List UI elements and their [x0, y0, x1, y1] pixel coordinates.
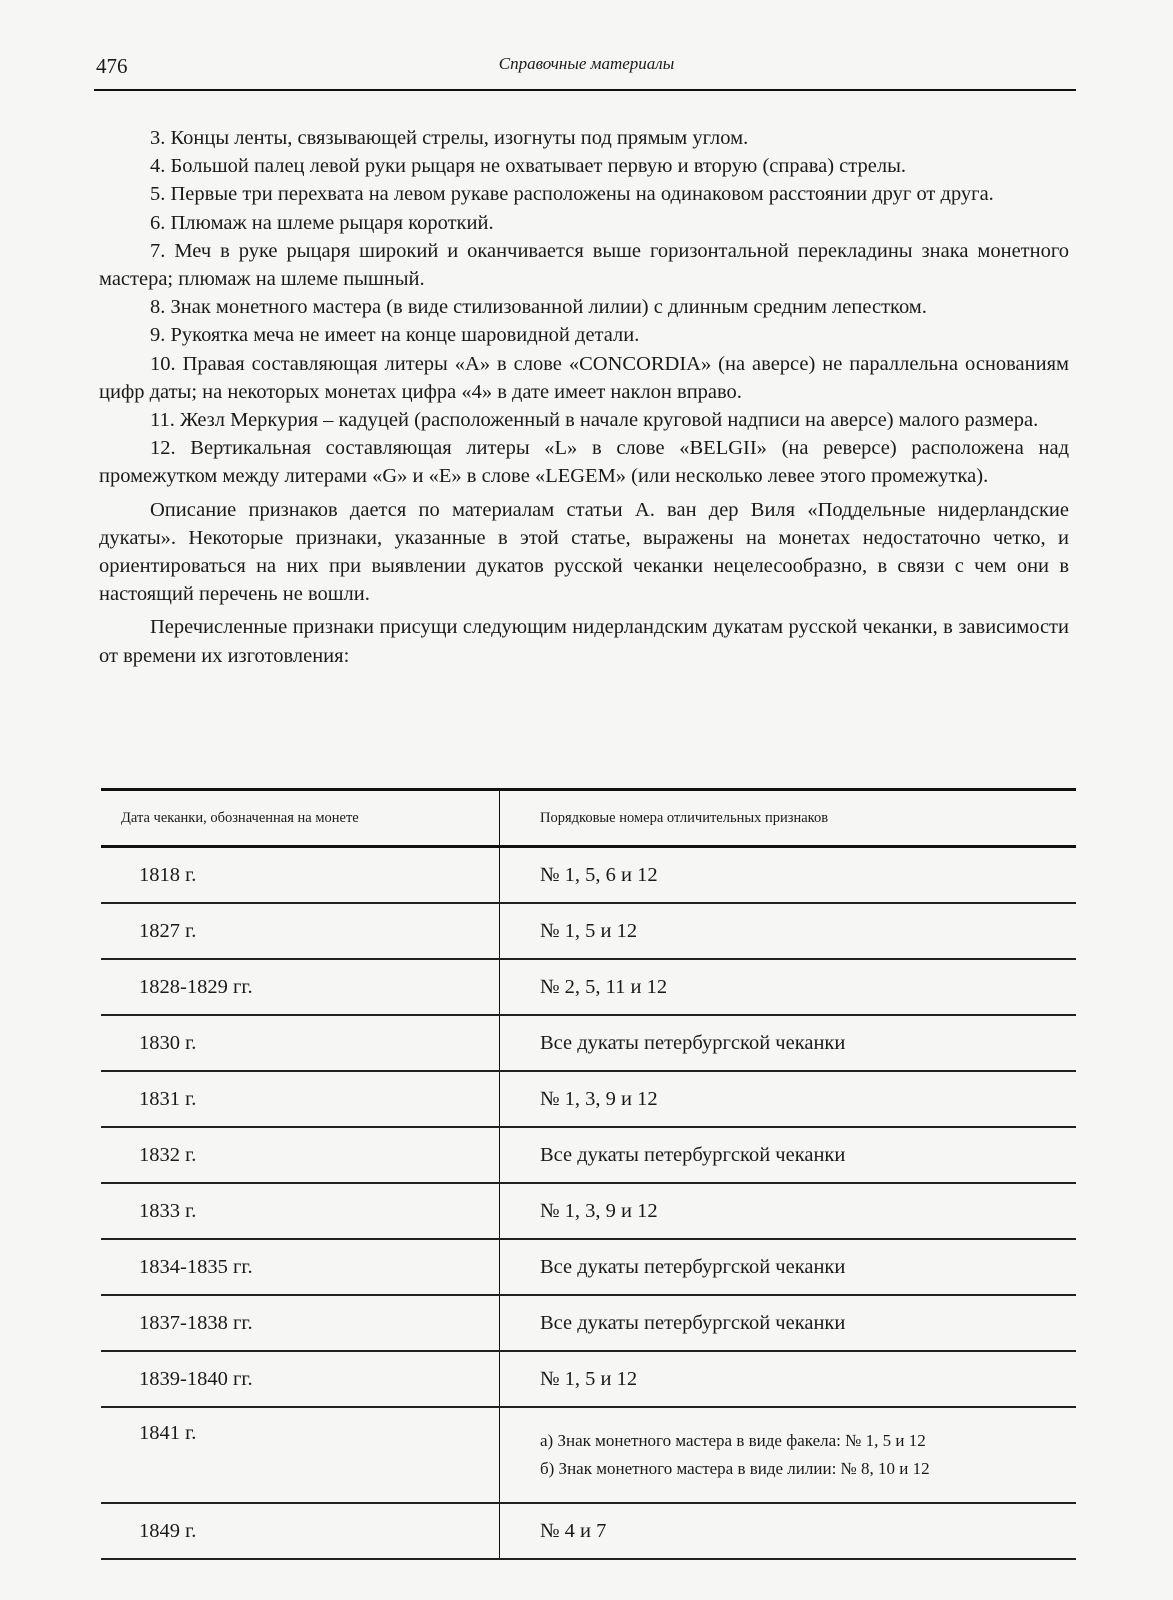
table-row — [101, 847, 1076, 904]
table-row — [101, 1407, 1076, 1503]
date-cell: 1830 г. — [101, 1015, 500, 1071]
table-row — [101, 1239, 1076, 1295]
page-number: 476 — [96, 54, 128, 78]
features-table — [101, 788, 1076, 1560]
date-cell: 1827 г. — [101, 903, 500, 959]
date-cell: 1833 г. — [101, 1183, 500, 1239]
date-cell: 1849 г. — [101, 1503, 500, 1559]
features-variant-a: а) Знак монетного мастера в виде факела: № 1, 5 и 12 — [540, 1431, 926, 1450]
date-cell: 1818 г. — [101, 847, 500, 904]
features-cell — [500, 1407, 1077, 1503]
features-cell: Все дукаты петербургской чеканки — [500, 1015, 1077, 1071]
table-row — [101, 1015, 1076, 1071]
feature-12: 12. Вертикальная составляющая литеры «L» в слове «BELGII» (на реверсе) расположена над промежутком между литерами «G» и «E» в слове «LEGEM» (или несколько левее этого промежутка). — [99, 437, 1069, 488]
date-cell: 1839-1840 гг. — [101, 1351, 500, 1407]
feature-4: 4. Большой палец левой руки рыцаря не охватывает первую и вторую (справа) стрелы. — [150, 155, 906, 178]
date-cell: 1832 г. — [101, 1127, 500, 1183]
column-header-features: Порядковые номера отличительных признаков — [500, 790, 1077, 847]
feature-8: 8. Знак монетного мастера (в виде стилизованной лилии) с длинным средним лепестком. — [150, 296, 927, 319]
table-row — [101, 959, 1076, 1015]
features-cell: Все дукаты петербургской чеканки — [500, 1239, 1077, 1295]
table-row — [101, 1127, 1076, 1183]
features-variant-b: б) Знак монетного мастера в виде лилии: № 8, 10 и 12 — [540, 1459, 930, 1478]
source-note: Описание признаков дается по материалам статьи А. ван дер Виля «Поддельные нидерландские дукаты». Некоторые признаки, указанные в этой статье, выражены на монетах недостаточно четко, и ориентироваться на них при выявлении дукатов русской чеканки нецелесообразно, в связи с чем они в настоящий перечень не вошли. — [99, 498, 1069, 606]
date-cell: 1831 г. — [101, 1071, 500, 1127]
table-row — [101, 1295, 1076, 1351]
features-cell: № 2, 5, 11 и 12 — [500, 959, 1077, 1015]
table-row — [101, 1071, 1076, 1127]
features-cell: № 1, 5, 6 и 12 — [500, 847, 1077, 904]
date-cell: 1834-1835 гг. — [101, 1239, 500, 1295]
table-row — [101, 1503, 1076, 1559]
column-header-date: Дата чеканки, обозначенная на монете — [101, 790, 500, 847]
table-row — [101, 903, 1076, 959]
feature-9: 9. Рукоятка меча не имеет на конце шаровидной детали. — [150, 324, 640, 347]
features-cell: № 1, 3, 9 и 12 — [500, 1071, 1077, 1127]
features-cell: Все дукаты петербургской чеканки — [500, 1295, 1077, 1351]
header-rule — [94, 89, 1076, 91]
date-cell: 1828-1829 гг. — [101, 959, 500, 1015]
table-row — [101, 1183, 1076, 1239]
features-cell: № 1, 5 и 12 — [500, 1351, 1077, 1407]
table-header-row — [101, 790, 1076, 847]
body-text — [99, 124, 1069, 670]
feature-3: 3. Концы ленты, связывающей стрелы, изогнуты под прямым углом. — [150, 127, 749, 149]
features-cell: № 1, 5 и 12 — [500, 903, 1077, 959]
features-cell: № 4 и 7 — [500, 1503, 1077, 1559]
feature-5: 5. Первые три перехвата на левом рукаве расположены на одинаковом расстоянии друг от друга. — [150, 183, 994, 206]
table-intro: Перечисленные признаки присущи следующим нидерландским дукатам русской чеканки, в зависимости от времени их изготовления: — [99, 616, 1069, 667]
feature-10: 10. Правая составляющая литеры «А» в слове «CONCORDIA» (на аверсе) не параллельна основаниям цифр даты; на некоторых монетах цифра «4» в дате имеет наклон вправо. — [99, 352, 1069, 403]
feature-7: 7. Меч в руке рыцаря широкий и оканчивается выше горизонтальной перекладины знака монетного мастера; плюмаж на шлеме пышный. — [99, 239, 1069, 291]
feature-6: 6. Плюмаж на шлеме рыцаря короткий. — [150, 211, 494, 234]
table-row — [101, 1351, 1076, 1407]
features-cell: Все дукаты петербургской чеканки — [500, 1127, 1077, 1183]
running-head: Справочные материалы — [498, 54, 675, 73]
date-cell: 1841 г. — [101, 1407, 500, 1503]
features-cell: № 1, 3, 9 и 12 — [500, 1183, 1077, 1239]
date-cell: 1837-1838 гг. — [101, 1295, 500, 1351]
feature-11: 11. Жезл Меркурия – кадуцей (расположенный в начале круговой надписи на аверсе) малого размера. — [150, 409, 1039, 432]
